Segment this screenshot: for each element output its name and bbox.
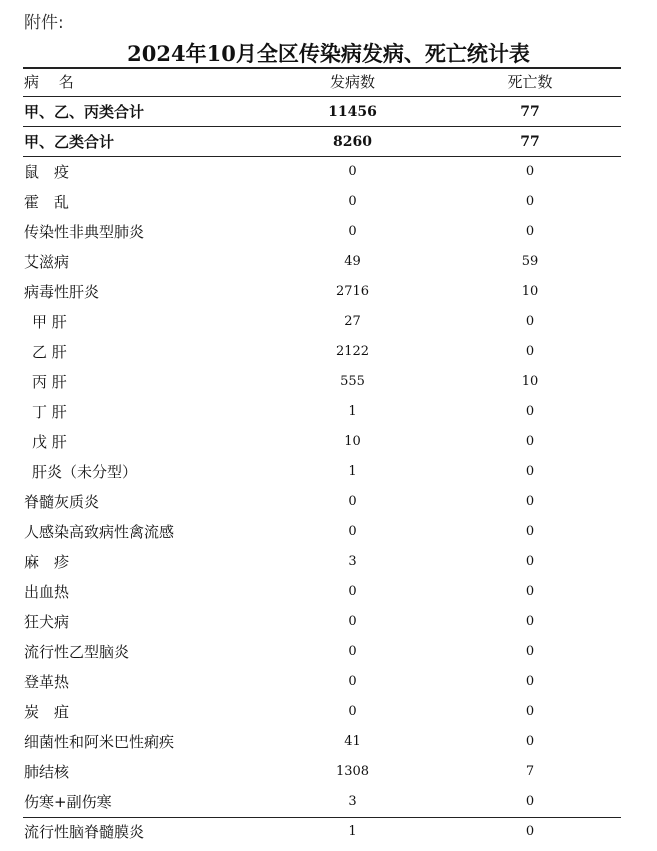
row-cases: 1 — [348, 404, 357, 419]
table-row — [23, 277, 621, 307]
table-row — [23, 727, 621, 757]
row-deaths: 0 — [525, 314, 535, 329]
row-deaths: 0 — [525, 644, 535, 659]
row-name: 脊髓灰质炎 — [24, 493, 100, 511]
table-row — [23, 577, 621, 607]
table-row — [23, 337, 621, 367]
attachment-label: 附件: — [24, 13, 64, 33]
row-name: 霍 乱 — [24, 193, 70, 211]
row-deaths: 0 — [525, 794, 535, 809]
row-deaths: 77 — [520, 134, 540, 150]
table-row — [23, 637, 621, 667]
row-cases: 2122 — [335, 344, 370, 359]
row-cases: 3 — [348, 554, 357, 569]
column-header-cases: 发病数 — [329, 73, 375, 91]
table-row — [23, 397, 621, 427]
row-name: 细菌性和阿米巴性痢疾 — [24, 733, 175, 751]
row-cases: 0 — [348, 584, 357, 599]
row-cases: 10 — [344, 434, 361, 449]
row-name: 麻 疹 — [24, 553, 70, 571]
row-cases: 49 — [344, 254, 361, 269]
row-deaths: 0 — [525, 554, 535, 569]
row-cases: 0 — [348, 164, 357, 179]
row-cases: 3 — [348, 794, 357, 809]
row-cases: 0 — [348, 674, 357, 689]
row-cases: 41 — [344, 734, 361, 749]
table-row — [23, 157, 621, 187]
table-row — [23, 427, 621, 457]
row-cases: 0 — [348, 704, 357, 719]
row-deaths: 0 — [525, 674, 535, 689]
row-deaths: 59 — [521, 254, 539, 269]
column-header-name: 病 名 — [24, 73, 74, 91]
table-row — [23, 457, 621, 487]
row-name: 鼠 疫 — [24, 163, 70, 181]
row-name: 流行性乙型脑炎 — [24, 643, 130, 661]
row-name: 流行性脑脊髓膜炎 — [24, 823, 145, 841]
row-name: 甲、乙、丙类合计 — [24, 103, 145, 121]
row-name: 肺结核 — [24, 763, 70, 781]
table-row — [23, 187, 621, 217]
row-name: 乙 肝 — [32, 343, 67, 361]
row-name: 甲 肝 — [32, 313, 67, 331]
row-cases: 8260 — [333, 134, 372, 150]
table-row — [23, 697, 621, 727]
table-row — [23, 817, 621, 847]
row-name: 艾滋病 — [24, 253, 70, 271]
row-deaths: 0 — [525, 344, 535, 359]
table-row-total-abc — [23, 97, 621, 127]
table-row — [23, 667, 621, 697]
row-cases: 1 — [348, 824, 357, 839]
row-deaths: 77 — [520, 104, 540, 120]
row-cases: 1 — [348, 464, 357, 479]
row-cases: 0 — [348, 644, 357, 659]
row-cases: 0 — [348, 494, 357, 509]
row-cases: 27 — [344, 314, 361, 329]
row-cases: 0 — [348, 614, 357, 629]
column-header-deaths: 死亡数 — [507, 73, 553, 91]
row-name: 病毒性肝炎 — [24, 283, 100, 301]
table-row — [23, 607, 621, 637]
row-cases: 2716 — [335, 284, 370, 299]
row-deaths: 10 — [521, 284, 539, 299]
row-deaths: 7 — [525, 764, 535, 779]
row-deaths: 10 — [521, 374, 539, 389]
row-cases: 555 — [340, 374, 365, 389]
row-deaths: 0 — [525, 494, 535, 509]
row-deaths: 0 — [525, 704, 535, 719]
row-name: 出血热 — [24, 583, 70, 601]
row-name: 丁 肝 — [32, 403, 67, 421]
row-name: 炭 疽 — [24, 703, 70, 721]
table-row — [23, 367, 621, 397]
table-row — [23, 547, 621, 577]
row-name: 戊 肝 — [32, 433, 67, 451]
row-deaths: 0 — [525, 164, 535, 179]
row-deaths: 0 — [525, 824, 535, 839]
row-deaths: 0 — [525, 524, 535, 539]
row-cases: 1308 — [335, 764, 370, 779]
row-name: 传染性非典型肺炎 — [24, 223, 145, 241]
row-deaths: 0 — [525, 434, 535, 449]
row-name: 甲、乙类合计 — [24, 133, 115, 151]
row-deaths: 0 — [525, 584, 535, 599]
row-deaths: 0 — [525, 224, 535, 239]
table-row — [23, 787, 621, 817]
row-name: 狂犬病 — [24, 613, 70, 631]
table-row-total-ab — [23, 127, 621, 157]
row-cases: 0 — [348, 224, 357, 239]
page-title: 2024年10月全区传染病发病、死亡统计表 — [127, 41, 530, 66]
row-name: 肝炎（未分型） — [32, 463, 138, 481]
table-row — [23, 487, 621, 517]
row-deaths: 0 — [525, 404, 535, 419]
row-name: 伤寒+副伤寒 — [24, 793, 112, 811]
table-row — [23, 217, 621, 247]
row-name: 人感染高致病性禽流感 — [24, 523, 175, 541]
row-cases: 0 — [348, 524, 357, 539]
table-row — [23, 517, 621, 547]
row-cases: 11456 — [328, 104, 377, 120]
row-deaths: 0 — [525, 734, 535, 749]
row-name: 丙 肝 — [32, 373, 67, 391]
row-cases: 0 — [348, 194, 357, 209]
row-deaths: 0 — [525, 194, 535, 209]
row-deaths: 0 — [525, 614, 535, 629]
table-row — [23, 247, 621, 277]
table-row — [23, 307, 621, 337]
table-row — [23, 757, 621, 787]
row-deaths: 0 — [525, 464, 535, 479]
row-name: 登革热 — [24, 673, 70, 691]
